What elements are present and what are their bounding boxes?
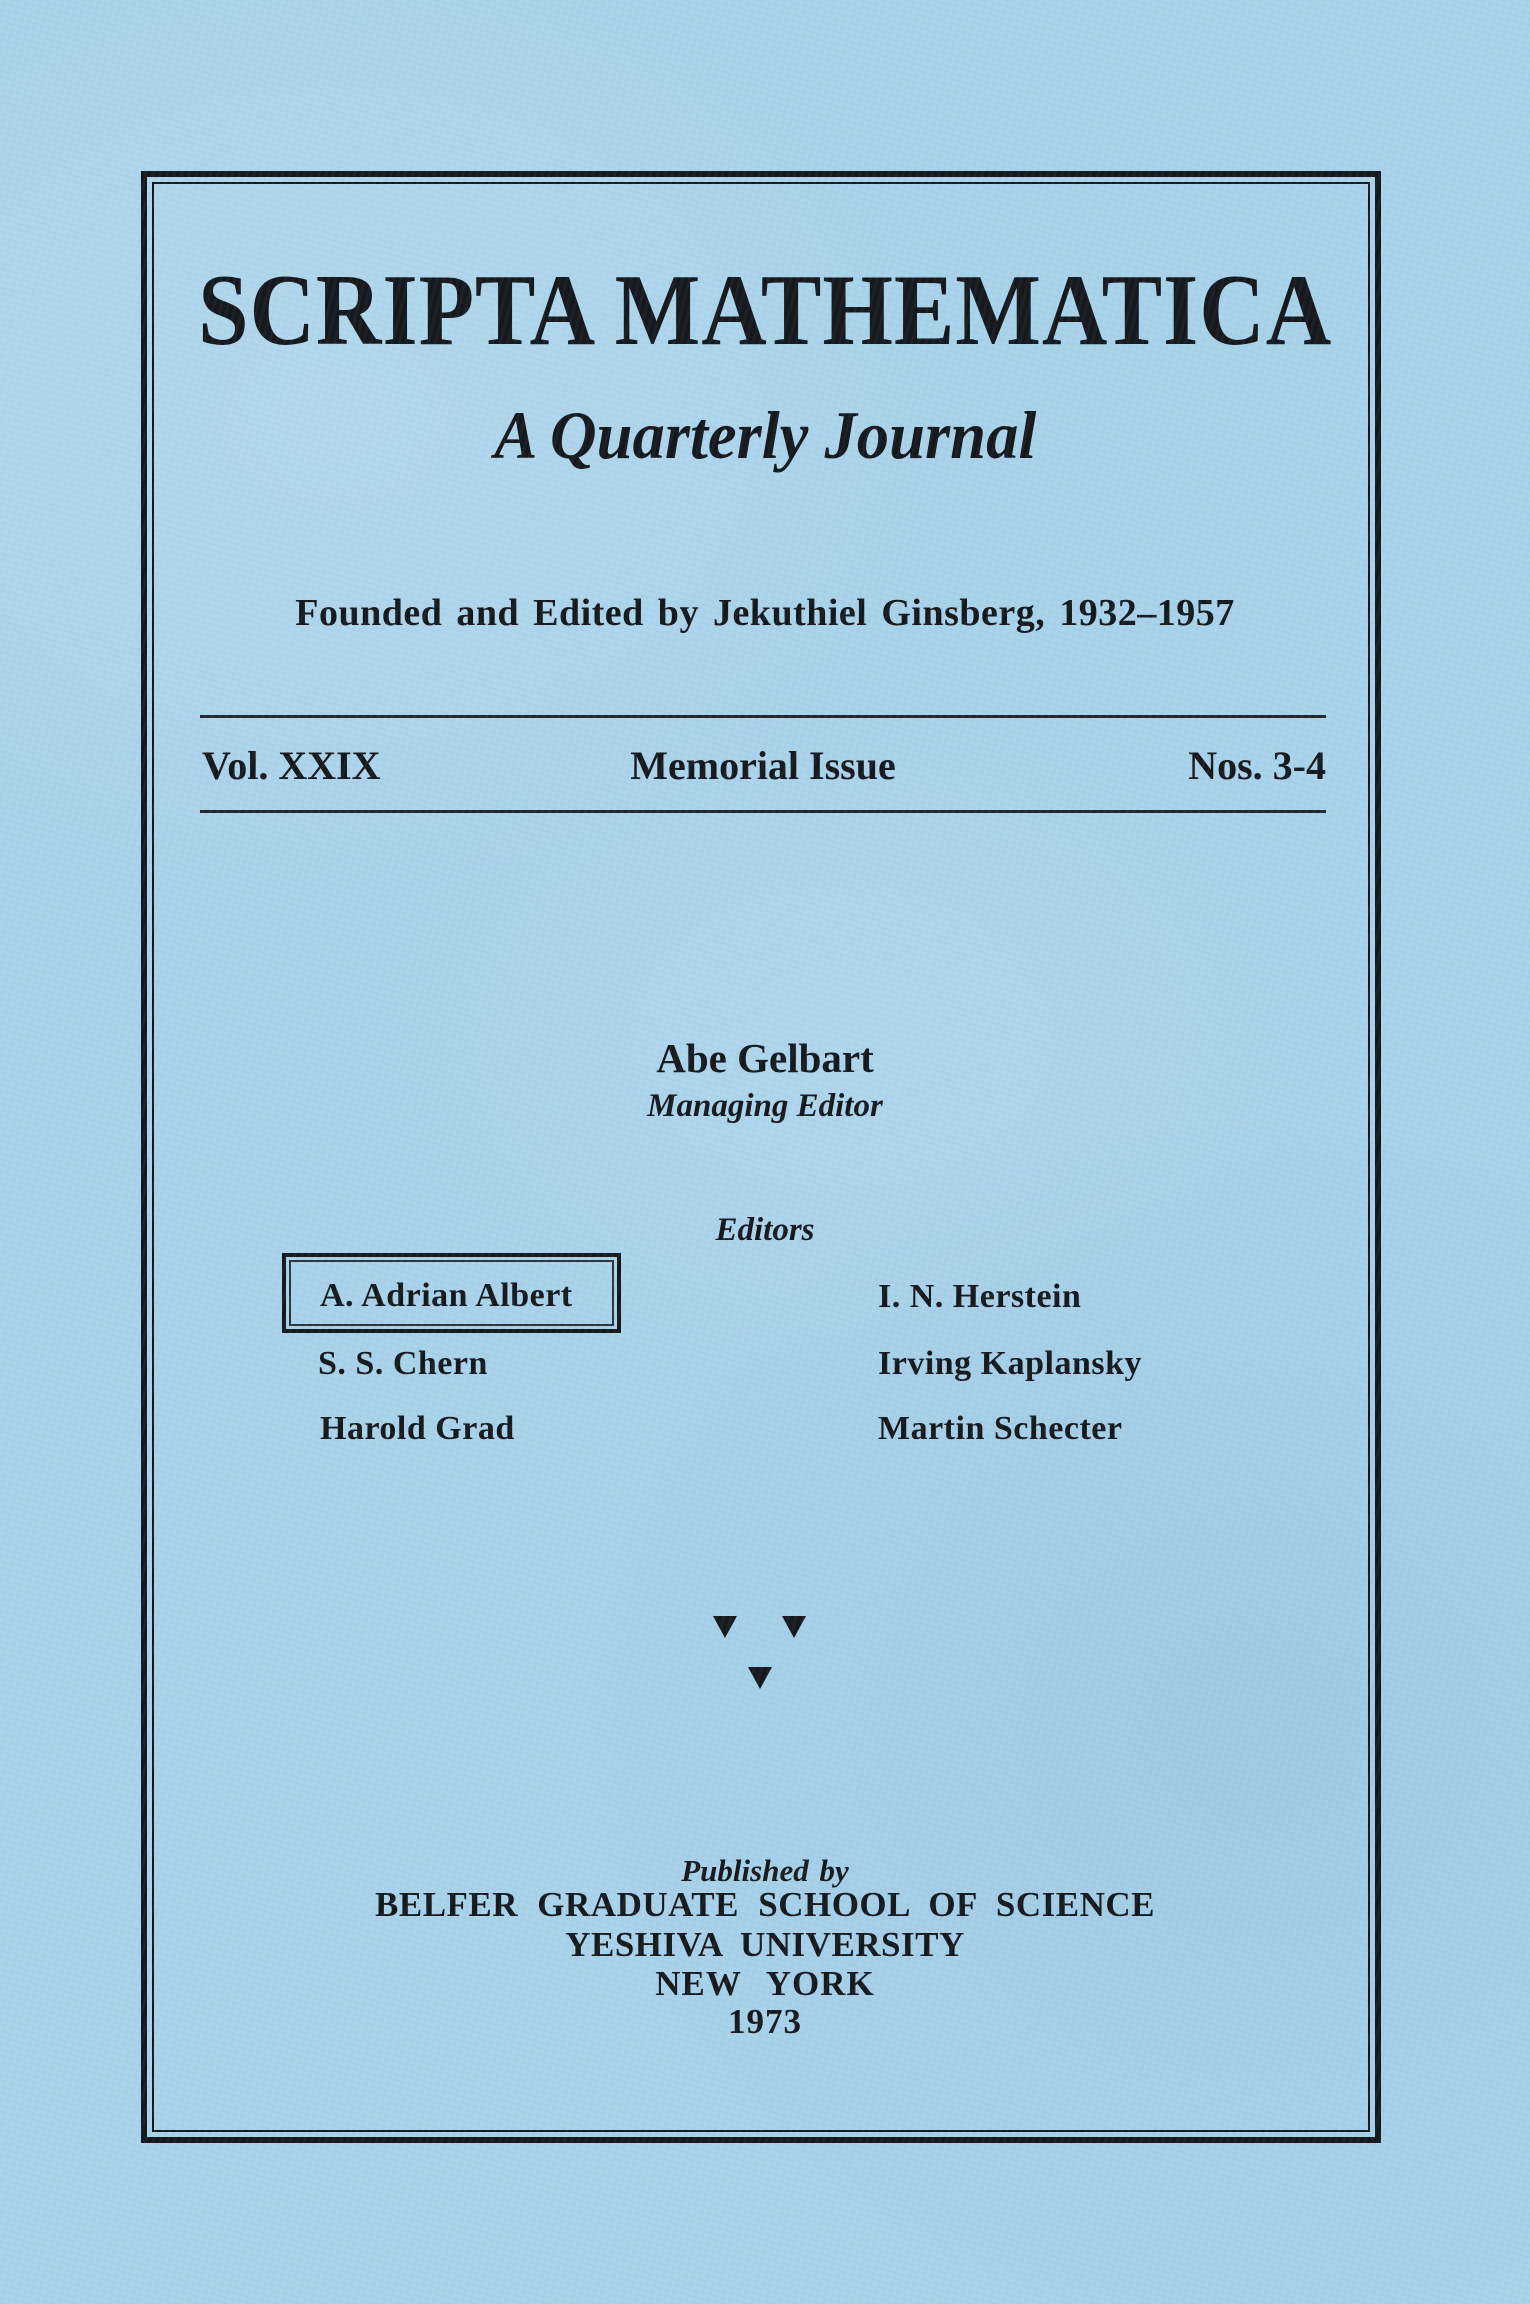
publisher-name: BELFER GRADUATE SCHOOL OF SCIENCE [375, 1885, 1155, 1924]
issue-line [200, 743, 1326, 788]
triangle-down-icon [713, 1616, 737, 1638]
issue-rule-bottom [200, 810, 1326, 813]
journal-subtitle [0, 397, 1530, 473]
editor-name-grad: Harold Grad [320, 1410, 515, 1447]
published-by-line: Published by [681, 1853, 849, 1888]
triangle-down-icon [782, 1616, 806, 1638]
managing-editor-role: Managing Editor [647, 1088, 883, 1124]
year-label: 1973 [728, 2002, 802, 2041]
editor-name-kaplansky: Irving Kaplansky [878, 1345, 1143, 1382]
editor-name-herstein: I. N. Herstein [878, 1278, 1082, 1315]
issue-rule-top [200, 715, 1326, 718]
triangle-down-icon [748, 1667, 772, 1689]
editor-name-chern: S. S. Chern [318, 1345, 488, 1382]
journal-title-text: SCRIPTA MATHEMATICA [197, 254, 1333, 367]
founder-line: Founded and Edited by Jekuthiel Ginsberg, 1932–1957 [295, 592, 1235, 634]
journal-subtitle-text: A Quarterly Journal [493, 397, 1037, 473]
managing-editor-name: Abe Gelbart [656, 1035, 874, 1081]
editor-name-albert: A. Adrian Albert [320, 1277, 573, 1314]
issue-numbers: Nos. 3-4 [1188, 743, 1326, 788]
editors-heading: Editors [715, 1212, 815, 1248]
journal-title [0, 254, 1530, 367]
volume-label: Vol. XXIX [202, 743, 381, 788]
university-name: YESHIVA UNIVERSITY [565, 1925, 965, 1964]
editor-name-schecter: Martin Schecter [878, 1410, 1123, 1447]
issue-title: Memorial Issue [630, 743, 896, 788]
city-name: NEW YORK [655, 1964, 875, 2003]
